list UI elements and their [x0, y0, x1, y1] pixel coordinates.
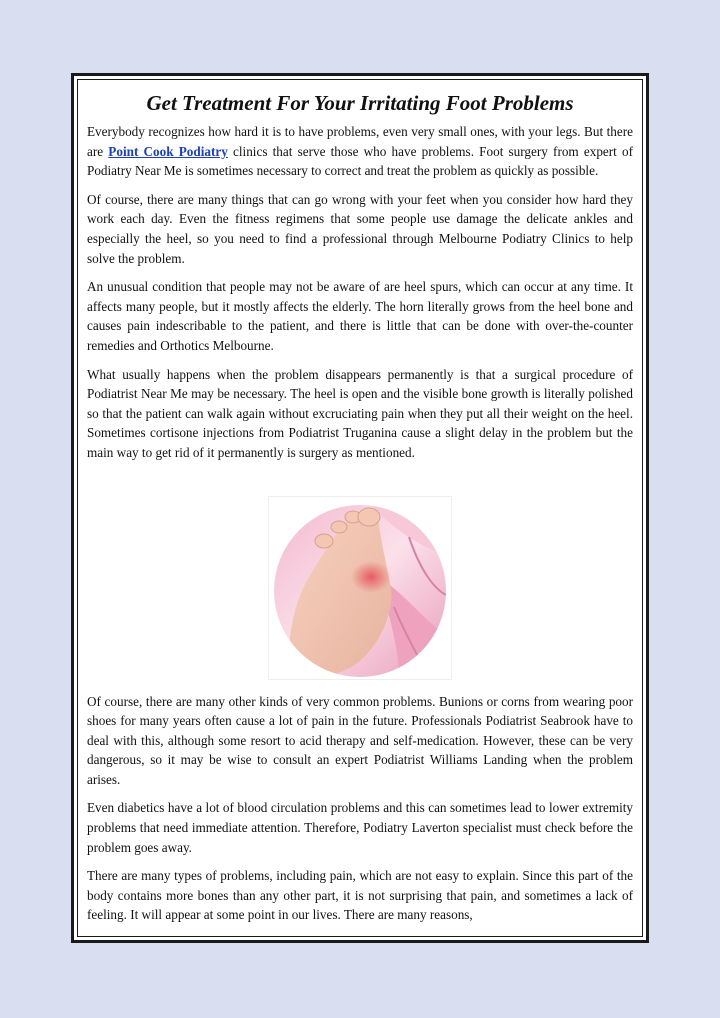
- bunion-foot-illustration: [269, 497, 451, 679]
- bunion-foot-image: [269, 497, 451, 679]
- article-content: [77, 80, 643, 937]
- paragraph-5: Of course, there are many other kinds of very common problems. Bunions or corns from wearing poor shoes for many years often cause a lot of pain in the future. Professionals Podiatrist Seabrook have to deal with this, although some resort to acid therapy and self-medication. However, these can be very dangerous, so it may be wise to consult an expert Podiatrist Williams Landing when the problem arises.: [87, 693, 633, 787]
- paragraph-6: Even diabetics have a lot of blood circulation problems and this can sometimes lead to lower extremity problems that need immediate attention. Therefore, Podiatry Laverton specialist must check before the problem goes away.: [87, 800, 633, 855]
- point-cook-podiatry-link[interactable]: Point Cook Podiatry: [108, 143, 228, 159]
- paragraph-2: Of course, there are many things that can go wrong with your feet when you consider how hard they work each day. Even the fitness regimens that some people use damage the delicate ankles and especially the heel, so you need to find a professional through Melbourne Podiatry Clinics to help solve the problem.: [87, 191, 633, 266]
- figure-container: [87, 497, 633, 679]
- article-title: Get Treatment For Your Irritating Foot Problems: [146, 91, 574, 115]
- paragraph-3: An unusual condition that people may not be aware of are heel spurs, which can occur at any time. It affects many people, but it mostly affects the elderly. The horn literally grows from the heel bone and causes pain indescribable to the patient, and there is little that can be done with over-the-counter remedies and Orthotics Melbourne.: [87, 279, 633, 353]
- paragraph-1-after: clinics that serve those who have problems. Foot surgery from expert of Podiatry Near Me is sometimes necessary to correct and treat the problem as quickly as possible.: [87, 143, 633, 179]
- paragraph-1: [87, 122, 633, 181]
- paragraph-1-before: Everybody recognizes how hard it is to have problems, even very small ones, with your legs. But there are: [87, 124, 633, 159]
- paragraph-7: There are many types of problems, including pain, which are not easy to explain. Since this part of the body contains more bones than any other part, it is not surprising that pain, and sometimes a lack of feeling. It will appear at some point in our lives. There are many reasons,: [87, 868, 633, 923]
- paragraph-4: What usually happens when the problem disappears permanently is that a surgical procedure of Podiatrist Near Me may be necessary. The heel is open and the visible bone growth is literally polished so that the patient can walk again without excruciating pain when they put all their weight on the heel. Sometimes cortisone injections from Podiatrist Truganina cause a slight delay in the problem but the main way to get rid of it permanently is surgery as mentioned.: [87, 366, 633, 460]
